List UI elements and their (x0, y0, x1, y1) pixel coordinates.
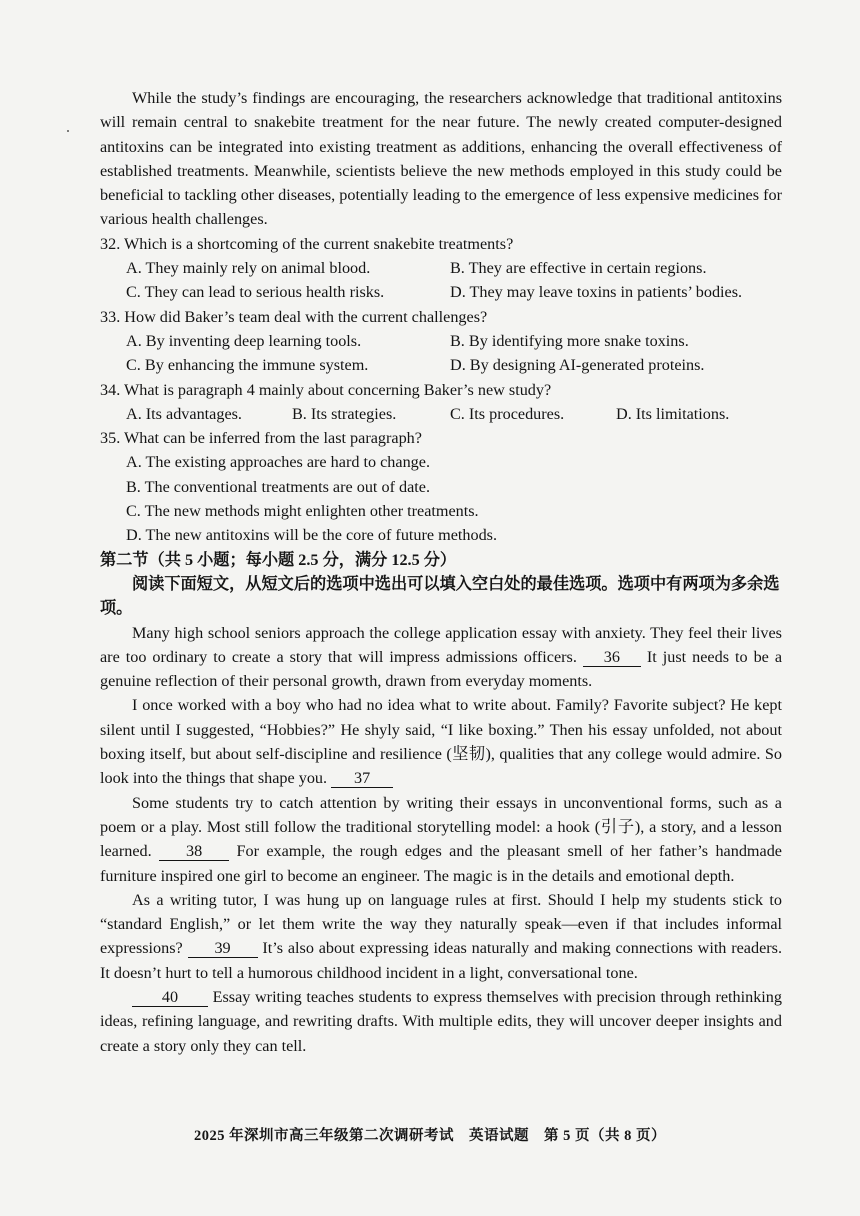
question-32-options (100, 256, 782, 305)
essay-p3-text-a: Some students try to catch attention by writing their essays in unconventional forms, such as a poem or a play. Most still follow the traditional storytelling model: a hook (引子), a story, and a lesson learned. (100, 793, 782, 861)
passage-final-paragraph: While the study’s findings are encouraging, the researchers acknowledge that traditional antitoxins will remain central to snakebite treatment for the near future. The newly created computer-designed antitoxins can be integrated into existing treatment as additions, enhancing the overall effectiveness of established treatments. Meanwhile, scientists believe the new methods employed in this study could be beneficial to tackling other diseases, potentially leading to the emergence of less expensive medicines for various health challenges. (100, 89, 782, 229)
essay-paragraph-4 (100, 888, 782, 985)
essay-paragraph-5 (100, 985, 782, 1058)
question-35-option-a: A. The existing approaches are hard to change. (126, 453, 430, 472)
section-2-heading: 第二节（共 5 小题；每小题 2.5 分，满分 12.5 分） (100, 550, 457, 569)
question-32-option-a: A. They mainly rely on animal blood. (126, 259, 371, 278)
question-34-option-d: D. Its limitations. (616, 404, 730, 423)
blank-37[interactable]: 37 (331, 769, 393, 788)
blank-38[interactable]: 38 (159, 842, 229, 861)
essay-p2-text-a: I once worked with a boy who had no idea what to write about. Family? Favorite subject? He kept silent until I suggested, “Hobbies?” He shyly said, “I like boxing.” Then his essay unfolded, not about boxing itself, but about self-discipline and resilience (坚韧), qualities that any college would admire. So look into the things that shape you. (100, 696, 782, 788)
question-34-options (100, 402, 782, 426)
blank-40[interactable]: 40 (132, 988, 208, 1007)
question-35-option-c: C. The new methods might enlighten other treatments. (126, 502, 479, 521)
question-33-option-c: C. By enhancing the immune system. (126, 356, 369, 375)
essay-paragraph-2 (100, 693, 782, 790)
question-32-option-b: B. They are effective in certain regions. (450, 259, 707, 278)
question-33-option-a: A. By inventing deep learning tools. (126, 331, 362, 350)
question-34-option-c: C. Its procedures. (450, 404, 565, 423)
essay-paragraph-3 (100, 791, 782, 888)
essay-p1-text-b: It just needs to be a genuine reflection of their personal growth, drawn from everyday moments. (100, 647, 783, 691)
question-33-option-d: D. By designing AI-generated proteins. (450, 356, 705, 375)
scan-speck (67, 130, 69, 132)
essay-paragraph-1 (100, 621, 782, 694)
blank-36[interactable]: 36 (583, 648, 641, 667)
question-32-option-d: D. They may leave toxins in patients’ bodies. (450, 283, 743, 302)
question-32-stem: 32. Which is a shortcoming of the current snakebite treatments? (100, 234, 514, 253)
question-34-option-b: B. Its strategies. (292, 404, 397, 423)
question-35-options (100, 450, 782, 547)
essay-p5-text-b: Essay writing teaches students to express themselves with precision through rethinking ideas, refining language, and rewriting drafts. With multiple edits, they will uncover deeper insights and create a story only they can tell. (100, 987, 782, 1055)
essay-p3-text-b: For example, the rough edges and the pleasant smell of her father’s handmade furniture inspired one girl to become an engineer. The magic is in the details and emotional depth. (100, 842, 782, 885)
question-33-option-b: B. By identifying more snake toxins. (450, 331, 689, 350)
section-2-instructions: 阅读下面短文，从短文后的选项中选出可以填入空白处的最佳选项。选项中有两项为多余选项。 (100, 574, 780, 618)
question-32-option-c: C. They can lead to serious health risks. (126, 283, 385, 302)
question-35-option-d: D. The new antitoxins will be the core of future methods. (126, 526, 498, 545)
question-35-option-b: B. The conventional treatments are out of date. (126, 477, 431, 496)
essay-p4-text-b: It’s also about expressing ideas naturally and making connections with readers. It doesn’t hurt to tell a humorous childhood incident in a light, conversational tone. (100, 939, 782, 982)
page-footer: 2025 年深圳市高三年级第二次调研考试 英语试题 第 5 页（共 8 页） (193, 1128, 667, 1144)
question-35-stem: 35. What can be inferred from the last paragraph? (100, 429, 422, 448)
blank-39[interactable]: 39 (188, 939, 258, 958)
essay-p1-text-a: Many high school seniors approach the college application essay with anxiety. They feel their lives are too ordinary to create a story that will impress admissions officers. (100, 623, 782, 666)
question-34-option-a: A. Its advantages. (126, 404, 242, 423)
question-33-options (100, 329, 782, 378)
question-34-stem: 34. What is paragraph 4 mainly about concerning Baker’s new study? (100, 380, 552, 399)
essay-p4-text-a: As a writing tutor, I was hung up on language rules at first. Should I help my students stick to “standard English,” or let them write the way they naturally speak—even if that includes informal expressions? (100, 890, 782, 958)
question-33-stem: 33. How did Baker’s team deal with the current challenges? (100, 307, 488, 326)
